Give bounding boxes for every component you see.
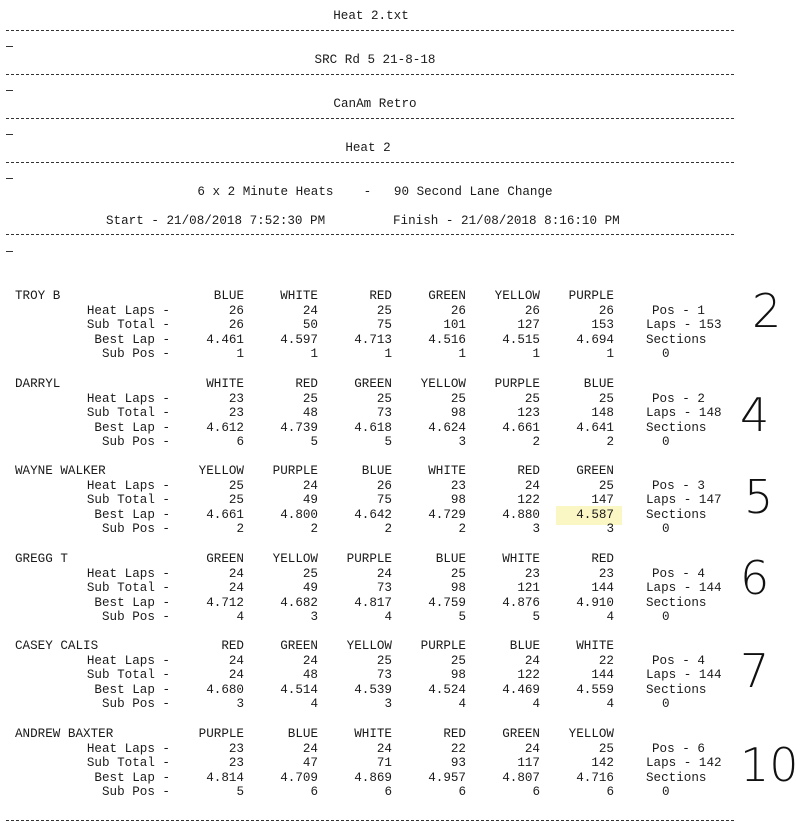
cell-heat-laps: 23 [598, 566, 614, 581]
cell-heat-laps: 24 [302, 478, 318, 493]
cell-sub-pos: 3 [458, 435, 466, 449]
row-label-sub-pos: Sub Pos - [101, 785, 170, 799]
cell-sub-pos: 5 [236, 785, 244, 799]
cell-best-lap: 4.759 [428, 595, 466, 610]
sections-label: Sections [646, 507, 707, 522]
lane-color: PURPLE [272, 464, 318, 478]
cell-best-lap: 4.869 [354, 770, 392, 785]
cell-sub-pos: 6 [606, 785, 614, 799]
cell-sub-total: 127 [517, 318, 540, 332]
cell-sub-pos: 1 [532, 347, 540, 361]
class-title: CanAm Retro [333, 97, 417, 111]
cell-sub-pos: 4 [606, 610, 614, 624]
cell-heat-laps: 24 [228, 566, 244, 581]
cell-sub-total: 71 [376, 756, 392, 770]
cell-sub-pos: 4 [384, 610, 392, 624]
sections-label: Sections [646, 332, 707, 347]
handwritten-number: 5 [744, 470, 774, 524]
sections-value: 0 [662, 347, 670, 361]
row-label-sub-total: Sub Total - [86, 493, 170, 507]
cell-best-lap: 4.957 [428, 770, 466, 785]
row-label-best-lap: Best Lap - [94, 507, 170, 522]
cell-best-lap: 4.712 [206, 595, 244, 610]
cell-sub-pos: 3 [236, 697, 244, 711]
sections-label: Sections [646, 595, 707, 610]
row-label-best-lap: Best Lap - [94, 332, 170, 347]
cell-sub-pos: 3 [310, 610, 318, 624]
cell-heat-laps: 23 [524, 566, 540, 581]
cell-heat-laps: 25 [598, 391, 614, 406]
row-label-sub-total: Sub Total - [86, 318, 170, 332]
cell-sub-pos: 6 [458, 785, 466, 799]
sections-label: Sections [646, 420, 707, 435]
row-label-sub-pos: Sub Pos - [101, 697, 170, 711]
divider-tick [6, 251, 13, 252]
cell-sub-pos: 4 [458, 697, 466, 711]
cell-best-lap: 4.642 [354, 507, 392, 522]
cell-sub-total: 73 [376, 581, 392, 595]
cell-sub-pos: 2 [384, 522, 392, 536]
divider-tick [6, 46, 13, 47]
lane-color: GREEN [576, 464, 614, 478]
cell-sub-total: 48 [302, 406, 318, 420]
cell-best-lap: 4.624 [428, 420, 466, 435]
cell-best-lap: 4.641 [576, 420, 614, 435]
sections-label: Sections [646, 682, 707, 697]
cell-heat-laps: 25 [598, 478, 614, 493]
cell-sub-pos: 4 [310, 697, 318, 711]
cell-best-lap: 4.514 [280, 682, 318, 697]
final-position: Pos - 6 [652, 741, 705, 756]
cell-heat-laps: 24 [524, 478, 540, 493]
total-laps: Laps - 144 [646, 668, 722, 682]
heat-format: 6 x 2 Minute Heats - 90 Second Lane Change [197, 185, 553, 199]
cell-sub-pos: 5 [532, 610, 540, 624]
cell-sub-total: 24 [228, 668, 244, 682]
cell-sub-pos: 2 [458, 522, 466, 536]
handwritten-number: 10 [740, 738, 799, 792]
cell-sub-pos: 3 [384, 697, 392, 711]
cell-sub-total: 122 [517, 493, 540, 507]
row-label-sub-pos: Sub Pos - [101, 610, 170, 624]
divider [6, 234, 734, 235]
cell-sub-pos: 4 [236, 610, 244, 624]
handwritten-number: 6 [740, 551, 770, 605]
cell-sub-total: 49 [302, 493, 318, 507]
lane-color: BLUE [287, 727, 318, 741]
divider [6, 74, 734, 75]
file-title: Heat 2.txt [333, 9, 409, 23]
lane-color: WHITE [206, 377, 244, 391]
cell-heat-laps: 26 [524, 303, 540, 318]
lane-color: RED [443, 727, 466, 741]
cell-heat-laps: 25 [450, 653, 466, 668]
total-laps: Laps - 148 [646, 406, 722, 420]
row-label-heat-laps: Heat Laps - [86, 303, 170, 318]
cell-best-lap: 4.587 [576, 507, 614, 522]
cell-best-lap: 4.597 [280, 332, 318, 347]
cell-best-lap: 4.817 [354, 595, 392, 610]
start-time: Start - 21/08/2018 7:52:30 PM [106, 214, 326, 228]
lane-color: RED [295, 377, 318, 391]
cell-sub-pos: 2 [532, 435, 540, 449]
sections-value: 0 [662, 697, 670, 711]
lane-color: PURPLE [494, 377, 540, 391]
cell-sub-total: 75 [376, 493, 392, 507]
cell-sub-total: 117 [517, 756, 540, 770]
divider-bottom [6, 820, 734, 821]
heat-title: Heat 2 [345, 141, 391, 155]
cell-sub-pos: 5 [458, 610, 466, 624]
row-label-best-lap: Best Lap - [94, 420, 170, 435]
row-label-sub-total: Sub Total - [86, 668, 170, 682]
cell-heat-laps: 25 [302, 391, 318, 406]
driver-name: ANDREW BAXTER [15, 727, 114, 741]
cell-heat-laps: 24 [376, 741, 392, 756]
cell-heat-laps: 24 [376, 566, 392, 581]
cell-heat-laps: 25 [376, 303, 392, 318]
lane-color: YELLOW [272, 552, 318, 566]
cell-best-lap: 4.661 [502, 420, 540, 435]
cell-sub-pos: 3 [606, 522, 614, 536]
cell-sub-total: 49 [302, 581, 318, 595]
row-label-sub-total: Sub Total - [86, 581, 170, 595]
row-label-sub-pos: Sub Pos - [101, 347, 170, 361]
cell-sub-total: 48 [302, 668, 318, 682]
cell-sub-pos: 6 [236, 435, 244, 449]
cell-best-lap: 4.814 [206, 770, 244, 785]
cell-heat-laps: 26 [376, 478, 392, 493]
cell-sub-pos: 6 [532, 785, 540, 799]
lane-color: YELLOW [198, 464, 244, 478]
cell-sub-pos: 2 [310, 522, 318, 536]
divider [6, 118, 734, 119]
cell-heat-laps: 22 [598, 653, 614, 668]
cell-sub-pos: 6 [384, 785, 392, 799]
cell-sub-total: 23 [228, 406, 244, 420]
lane-color: YELLOW [346, 639, 392, 653]
lane-color: PURPLE [198, 727, 244, 741]
driver-name: CASEY CALIS [15, 639, 99, 653]
finish-time: Finish - 21/08/2018 8:16:10 PM [393, 214, 620, 228]
sections-label: Sections [646, 770, 707, 785]
row-label-sub-total: Sub Total - [86, 406, 170, 420]
cell-sub-total: 23 [228, 756, 244, 770]
cell-heat-laps: 24 [524, 741, 540, 756]
cell-best-lap: 4.661 [206, 507, 244, 522]
lane-color: GREEN [354, 377, 392, 391]
cell-best-lap: 4.807 [502, 770, 540, 785]
sections-value: 0 [662, 610, 670, 624]
cell-sub-pos: 3 [532, 522, 540, 536]
final-position: Pos - 4 [652, 653, 705, 668]
row-label-heat-laps: Heat Laps - [86, 391, 170, 406]
driver-name: TROY B [15, 289, 61, 303]
lane-color: BLUE [509, 639, 540, 653]
cell-heat-laps: 24 [302, 303, 318, 318]
cell-heat-laps: 25 [450, 391, 466, 406]
lane-color: YELLOW [568, 727, 614, 741]
row-label-heat-laps: Heat Laps - [86, 478, 170, 493]
lane-color: BLUE [583, 377, 614, 391]
cell-heat-laps: 25 [302, 566, 318, 581]
row-label-sub-pos: Sub Pos - [101, 435, 170, 449]
row-label-sub-pos: Sub Pos - [101, 522, 170, 536]
lane-color: GREEN [428, 289, 466, 303]
cell-sub-total: 144 [591, 581, 614, 595]
row-label-best-lap: Best Lap - [94, 770, 170, 785]
divider [6, 30, 734, 31]
driver-name: DARRYL [15, 377, 61, 391]
cell-sub-total: 98 [450, 493, 466, 507]
cell-sub-pos: 1 [384, 347, 392, 361]
cell-sub-pos: 4 [532, 697, 540, 711]
cell-sub-pos: 2 [606, 435, 614, 449]
lane-color: GREEN [280, 639, 318, 653]
cell-heat-laps: 23 [450, 478, 466, 493]
cell-sub-pos: 2 [236, 522, 244, 536]
cell-best-lap: 4.880 [502, 507, 540, 522]
cell-heat-laps: 23 [228, 391, 244, 406]
row-label-heat-laps: Heat Laps - [86, 566, 170, 581]
row-label-heat-laps: Heat Laps - [86, 653, 170, 668]
cell-heat-laps: 25 [228, 478, 244, 493]
driver-name: GREGG T [15, 552, 68, 566]
cell-best-lap: 4.729 [428, 507, 466, 522]
cell-sub-total: 26 [228, 318, 244, 332]
divider-tick [6, 178, 13, 179]
lane-color: RED [591, 552, 614, 566]
cell-heat-laps: 25 [524, 391, 540, 406]
row-label-best-lap: Best Lap - [94, 682, 170, 697]
cell-sub-total: 24 [228, 581, 244, 595]
cell-sub-total: 153 [591, 318, 614, 332]
cell-best-lap: 4.800 [280, 507, 318, 522]
cell-best-lap: 4.876 [502, 595, 540, 610]
cell-sub-pos: 6 [310, 785, 318, 799]
cell-heat-laps: 25 [376, 391, 392, 406]
cell-best-lap: 4.716 [576, 770, 614, 785]
cell-heat-laps: 26 [598, 303, 614, 318]
cell-best-lap: 4.516 [428, 332, 466, 347]
handwritten-number: 2 [752, 284, 782, 338]
cell-best-lap: 4.694 [576, 332, 614, 347]
lane-color: GREEN [206, 552, 244, 566]
cell-best-lap: 4.739 [280, 420, 318, 435]
cell-best-lap: 4.515 [502, 332, 540, 347]
lane-color: WHITE [576, 639, 614, 653]
cell-sub-total: 25 [228, 493, 244, 507]
cell-best-lap: 4.910 [576, 595, 614, 610]
cell-best-lap: 4.559 [576, 682, 614, 697]
sections-value: 0 [662, 522, 670, 536]
cell-sub-total: 50 [302, 318, 318, 332]
sections-value: 0 [662, 785, 670, 799]
lane-color: WHITE [280, 289, 318, 303]
cell-heat-laps: 25 [598, 741, 614, 756]
final-position: Pos - 2 [652, 391, 705, 406]
row-label-sub-total: Sub Total - [86, 756, 170, 770]
cell-best-lap: 4.680 [206, 682, 244, 697]
cell-sub-total: 142 [591, 756, 614, 770]
cell-best-lap: 4.469 [502, 682, 540, 697]
divider-tick [6, 134, 13, 135]
cell-sub-total: 123 [517, 406, 540, 420]
lane-color: RED [369, 289, 392, 303]
cell-sub-total: 122 [517, 668, 540, 682]
lane-color: RED [221, 639, 244, 653]
lane-color: YELLOW [494, 289, 540, 303]
cell-best-lap: 4.713 [354, 332, 392, 347]
cell-heat-laps: 24 [302, 653, 318, 668]
cell-sub-pos: 5 [384, 435, 392, 449]
lane-color: PURPLE [420, 639, 466, 653]
cell-heat-laps: 22 [450, 741, 466, 756]
cell-heat-laps: 26 [450, 303, 466, 318]
divider-tick [6, 90, 13, 91]
lane-color: WHITE [354, 727, 392, 741]
lane-color: WHITE [428, 464, 466, 478]
cell-best-lap: 4.524 [428, 682, 466, 697]
cell-best-lap: 4.618 [354, 420, 392, 435]
cell-sub-total: 73 [376, 668, 392, 682]
lane-color: YELLOW [420, 377, 466, 391]
cell-sub-total: 144 [591, 668, 614, 682]
cell-sub-pos: 1 [606, 347, 614, 361]
row-label-best-lap: Best Lap - [94, 595, 170, 610]
final-position: Pos - 1 [652, 303, 705, 318]
cell-sub-total: 98 [450, 581, 466, 595]
handwritten-number: 7 [740, 644, 770, 698]
lane-color: GREEN [502, 727, 540, 741]
cell-heat-laps: 23 [228, 741, 244, 756]
cell-best-lap: 4.461 [206, 332, 244, 347]
divider [6, 162, 734, 163]
lane-color: WHITE [502, 552, 540, 566]
total-laps: Laps - 153 [646, 318, 722, 332]
lane-color: BLUE [435, 552, 466, 566]
cell-sub-total: 98 [450, 668, 466, 682]
cell-sub-pos: 1 [236, 347, 244, 361]
lane-color: BLUE [213, 289, 244, 303]
cell-heat-laps: 24 [302, 741, 318, 756]
lane-color: PURPLE [568, 289, 614, 303]
cell-heat-laps: 26 [228, 303, 244, 318]
cell-sub-total: 73 [376, 406, 392, 420]
cell-sub-total: 93 [450, 756, 466, 770]
sections-value: 0 [662, 435, 670, 449]
total-laps: Laps - 142 [646, 756, 722, 770]
cell-sub-total: 121 [517, 581, 540, 595]
cell-heat-laps: 24 [524, 653, 540, 668]
event-title: SRC Rd 5 21-8-18 [314, 53, 436, 67]
cell-best-lap: 4.709 [280, 770, 318, 785]
total-laps: Laps - 147 [646, 493, 722, 507]
cell-sub-pos: 1 [458, 347, 466, 361]
row-label-heat-laps: Heat Laps - [86, 741, 170, 756]
cell-sub-total: 147 [591, 493, 614, 507]
final-position: Pos - 4 [652, 566, 705, 581]
lane-color: PURPLE [346, 552, 392, 566]
cell-sub-pos: 1 [310, 347, 318, 361]
cell-heat-laps: 24 [228, 653, 244, 668]
lane-color: RED [517, 464, 540, 478]
cell-sub-total: 75 [376, 318, 392, 332]
cell-sub-total: 47 [302, 756, 318, 770]
cell-heat-laps: 25 [376, 653, 392, 668]
cell-best-lap: 4.612 [206, 420, 244, 435]
final-position: Pos - 3 [652, 478, 705, 493]
cell-sub-total: 101 [443, 318, 466, 332]
cell-best-lap: 4.682 [280, 595, 318, 610]
cell-sub-pos: 4 [606, 697, 614, 711]
cell-sub-total: 98 [450, 406, 466, 420]
cell-sub-total: 148 [591, 406, 614, 420]
cell-sub-pos: 5 [310, 435, 318, 449]
lane-color: BLUE [361, 464, 392, 478]
cell-heat-laps: 25 [450, 566, 466, 581]
total-laps: Laps - 144 [646, 581, 722, 595]
cell-best-lap: 4.539 [354, 682, 392, 697]
handwritten-number: 4 [740, 388, 770, 442]
driver-name: WAYNE WALKER [15, 464, 106, 478]
